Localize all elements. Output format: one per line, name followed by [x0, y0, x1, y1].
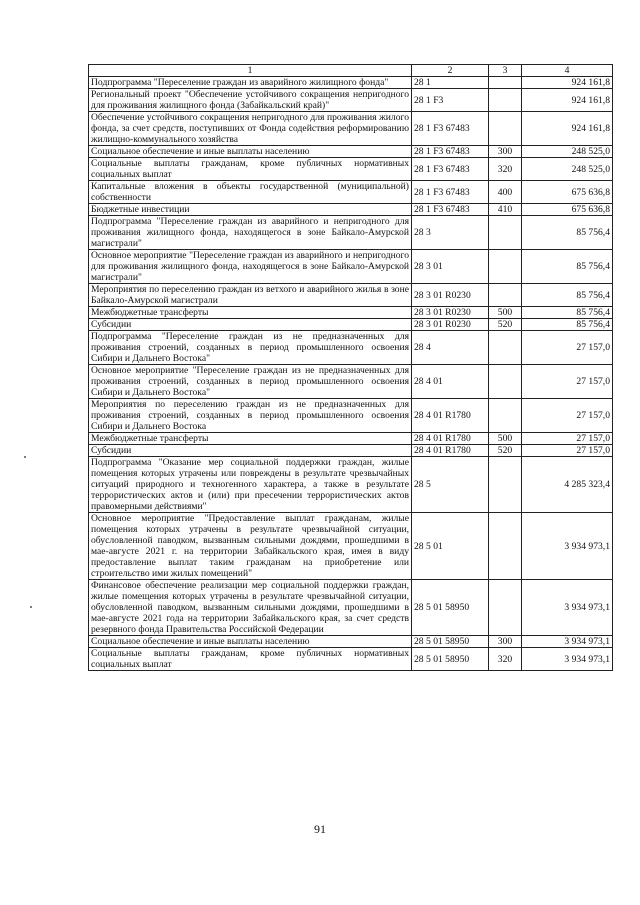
row-amount: 924 161,8: [522, 112, 613, 146]
table-row: [89, 399, 613, 433]
table-row: [89, 648, 613, 671]
row-expense-type: [489, 580, 522, 636]
row-name: Субсидии: [89, 445, 412, 457]
row-expense-type: [489, 457, 522, 513]
row-code: 28 1 F3 67483: [412, 112, 489, 146]
row-name: Основное мероприятие "Переселение граждан из аварийного и непригодного для проживания жилищного фонда, находящегося в зоне Байкало-Амурской магистрали": [89, 250, 412, 284]
header-col-2: 2: [412, 65, 489, 77]
row-expense-type: 410: [489, 204, 522, 216]
table-row: [89, 158, 613, 181]
row-expense-type: 320: [489, 648, 522, 671]
row-expense-type: 520: [489, 445, 522, 457]
table-row: [89, 636, 613, 648]
row-name: Социальное обеспечение и иные выплаты населению: [89, 636, 412, 648]
row-name: Капитальные вложения в объекты государственной (муниципальной) собственности: [89, 181, 412, 204]
table-row: [89, 146, 613, 158]
row-amount: 27 157,0: [522, 445, 613, 457]
row-name: Субсидии: [89, 319, 412, 331]
table-row: [89, 112, 613, 146]
row-amount: 85 756,4: [522, 307, 613, 319]
row-name: Основное мероприятие "Переселение граждан из не предназначенных для проживания строений, созданных в период промышленного освоения Сибири и Дальнего Востока": [89, 365, 412, 399]
table-row: [89, 331, 613, 365]
header-col-4: 4: [522, 65, 613, 77]
table-row: [89, 307, 613, 319]
row-amount: 675 636,8: [522, 181, 613, 204]
row-amount: 924 161,8: [522, 89, 613, 112]
row-name: Социальные выплаты гражданам, кроме публичных нормативных социальных выплат: [89, 158, 412, 181]
row-expense-type: [489, 513, 522, 580]
row-code: 28 1 F3 67483: [412, 181, 489, 204]
table-header-row: [89, 65, 613, 77]
row-expense-type: 400: [489, 181, 522, 204]
row-name: Бюджетные инвестиции: [89, 204, 412, 216]
row-amount: 3 934 973,1: [522, 648, 613, 671]
row-amount: 85 756,4: [522, 284, 613, 307]
row-name: Социальное обеспечение и иные выплаты населению: [89, 146, 412, 158]
row-expense-type: [489, 216, 522, 250]
row-code: 28 4 01 R1780: [412, 445, 489, 457]
row-amount: 3 934 973,1: [522, 513, 613, 580]
row-expense-type: 300: [489, 636, 522, 648]
row-name: Подпрограмма "Переселение граждан из аварийного и непригодного для проживания жилищного фонда, находящегося в зоне Байкало-Амурской магистрали": [89, 216, 412, 250]
header-col-3: 3: [489, 65, 522, 77]
row-amount: 27 157,0: [522, 331, 613, 365]
table-row: [89, 204, 613, 216]
row-amount: 4 285 323,4: [522, 457, 613, 513]
row-code: 28 4 01 R1780: [412, 399, 489, 433]
row-amount: 85 756,4: [522, 216, 613, 250]
row-expense-type: [489, 77, 522, 89]
table-row: [89, 250, 613, 284]
row-expense-type: 300: [489, 146, 522, 158]
row-amount: 27 157,0: [522, 365, 613, 399]
row-code: 28 5 01 58950: [412, 648, 489, 671]
row-code: 28 1 F3: [412, 89, 489, 112]
row-code: 28 1 F3 67483: [412, 158, 489, 181]
table-row: [89, 445, 613, 457]
row-name: Региональный проект "Обеспечение устойчивого сокращения непригодного для проживания жилищного фонда (Забайкальский край)": [89, 89, 412, 112]
row-amount: 27 157,0: [522, 433, 613, 445]
row-name: Мероприятия по переселению граждан из ветхого и аварийного жилья в зоне Байкало-Амурской магистрали: [89, 284, 412, 307]
row-code: 28 5 01 58950: [412, 580, 489, 636]
row-code: 28 3 01 R0230: [412, 307, 489, 319]
row-expense-type: [489, 89, 522, 112]
row-amount: 675 636,8: [522, 204, 613, 216]
row-name: Финансовое обеспечение реализации мер социальной поддержки граждан, жилые помещения которых утрачены в результате чрезвычайной ситуации, обусловленной паводком, вызванным сильными дождями, прошедшими в мае-августе 2021 года на территории Забайкальского края, за счет средств резервного фонда Правительства Российской Федерации: [89, 580, 412, 636]
row-expense-type: [489, 250, 522, 284]
page-number: 91: [314, 822, 326, 836]
row-code: 28 4: [412, 331, 489, 365]
row-code: 28 1 F3 67483: [412, 204, 489, 216]
table-row: [89, 433, 613, 445]
table-row: [89, 365, 613, 399]
row-name: Обеспечение устойчивого сокращения непригодного для проживания жилого фонда, за счет средств, поступивших от Фонда содействия реформированию жилищно-коммунального хозяйства: [89, 112, 412, 146]
row-amount: 3 934 973,1: [522, 636, 613, 648]
row-amount: 248 525,0: [522, 146, 613, 158]
row-code: 28 4 01: [412, 365, 489, 399]
row-code: 28 5: [412, 457, 489, 513]
row-name: Социальные выплаты гражданам, кроме публичных нормативных социальных выплат: [89, 648, 412, 671]
row-code: 28 4 01 R1780: [412, 433, 489, 445]
stray-mark: [30, 606, 32, 608]
row-expense-type: [489, 112, 522, 146]
row-expense-type: [489, 365, 522, 399]
row-name: Подпрограмма "Оказание мер социальной поддержки граждан, жилые помещения которых утрачены или повреждены в результате чрезвычайных ситуаций природного и техногенного характера, а также в результате террористических актов и (или) при пресечении террористических актов правомерными действиями": [89, 457, 412, 513]
table-row: [89, 319, 613, 331]
row-name: Подпрограмма "Переселение граждан из не предназначенных для проживания строений, созданных в период промышленного освоения Сибири и Дальнего Востока": [89, 331, 412, 365]
row-expense-type: [489, 284, 522, 307]
header-col-1: 1: [89, 65, 412, 77]
row-expense-type: 320: [489, 158, 522, 181]
row-amount: 85 756,4: [522, 319, 613, 331]
row-expense-type: 520: [489, 319, 522, 331]
row-expense-type: [489, 331, 522, 365]
row-expense-type: [489, 399, 522, 433]
row-code: 28 3 01 R0230: [412, 284, 489, 307]
row-code: 28 5 01 58950: [412, 636, 489, 648]
row-code: 28 1 F3 67483: [412, 146, 489, 158]
row-expense-type: 500: [489, 307, 522, 319]
row-code: 28 3: [412, 216, 489, 250]
table-row: [89, 513, 613, 580]
row-name: Межбюджетные трансферты: [89, 307, 412, 319]
table-row: [89, 181, 613, 204]
stray-mark: [24, 456, 26, 458]
row-name: Основное мероприятие "Предоставление выплат гражданам, жилые помещения которых утрачены в результате чрезвычайной ситуации, обусловленной паводком, вызванным сильными дождями, прошедшими в мае-августе 2021 г. на территории Забайкальского края, имея в виду предоставление выплат таким гражданам на приобретение или строительство ими жилых помещений": [89, 513, 412, 580]
budget-table: [88, 64, 613, 671]
table-row: [89, 284, 613, 307]
row-amount: 85 756,4: [522, 250, 613, 284]
row-code: 28 3 01: [412, 250, 489, 284]
table-row: [89, 580, 613, 636]
row-code: 28 3 01 R0230: [412, 319, 489, 331]
row-amount: 248 525,0: [522, 158, 613, 181]
row-code: 28 1: [412, 77, 489, 89]
row-expense-type: 500: [489, 433, 522, 445]
row-amount: 3 934 973,1: [522, 580, 613, 636]
table-row: [89, 216, 613, 250]
row-name: Мероприятия по переселению граждан из не предназначенных для проживания строений, созданных в период промышленного освоения Сибири и Дальнего Востока: [89, 399, 412, 433]
row-amount: 924 161,8: [522, 77, 613, 89]
table-body: [89, 77, 613, 671]
table-row: [89, 457, 613, 513]
table-row: [89, 77, 613, 89]
row-amount: 27 157,0: [522, 399, 613, 433]
row-name: Подпрограмма "Переселение граждан из аварийного жилищного фонда": [89, 77, 412, 89]
row-name: Межбюджетные трансферты: [89, 433, 412, 445]
row-code: 28 5 01: [412, 513, 489, 580]
table-row: [89, 89, 613, 112]
